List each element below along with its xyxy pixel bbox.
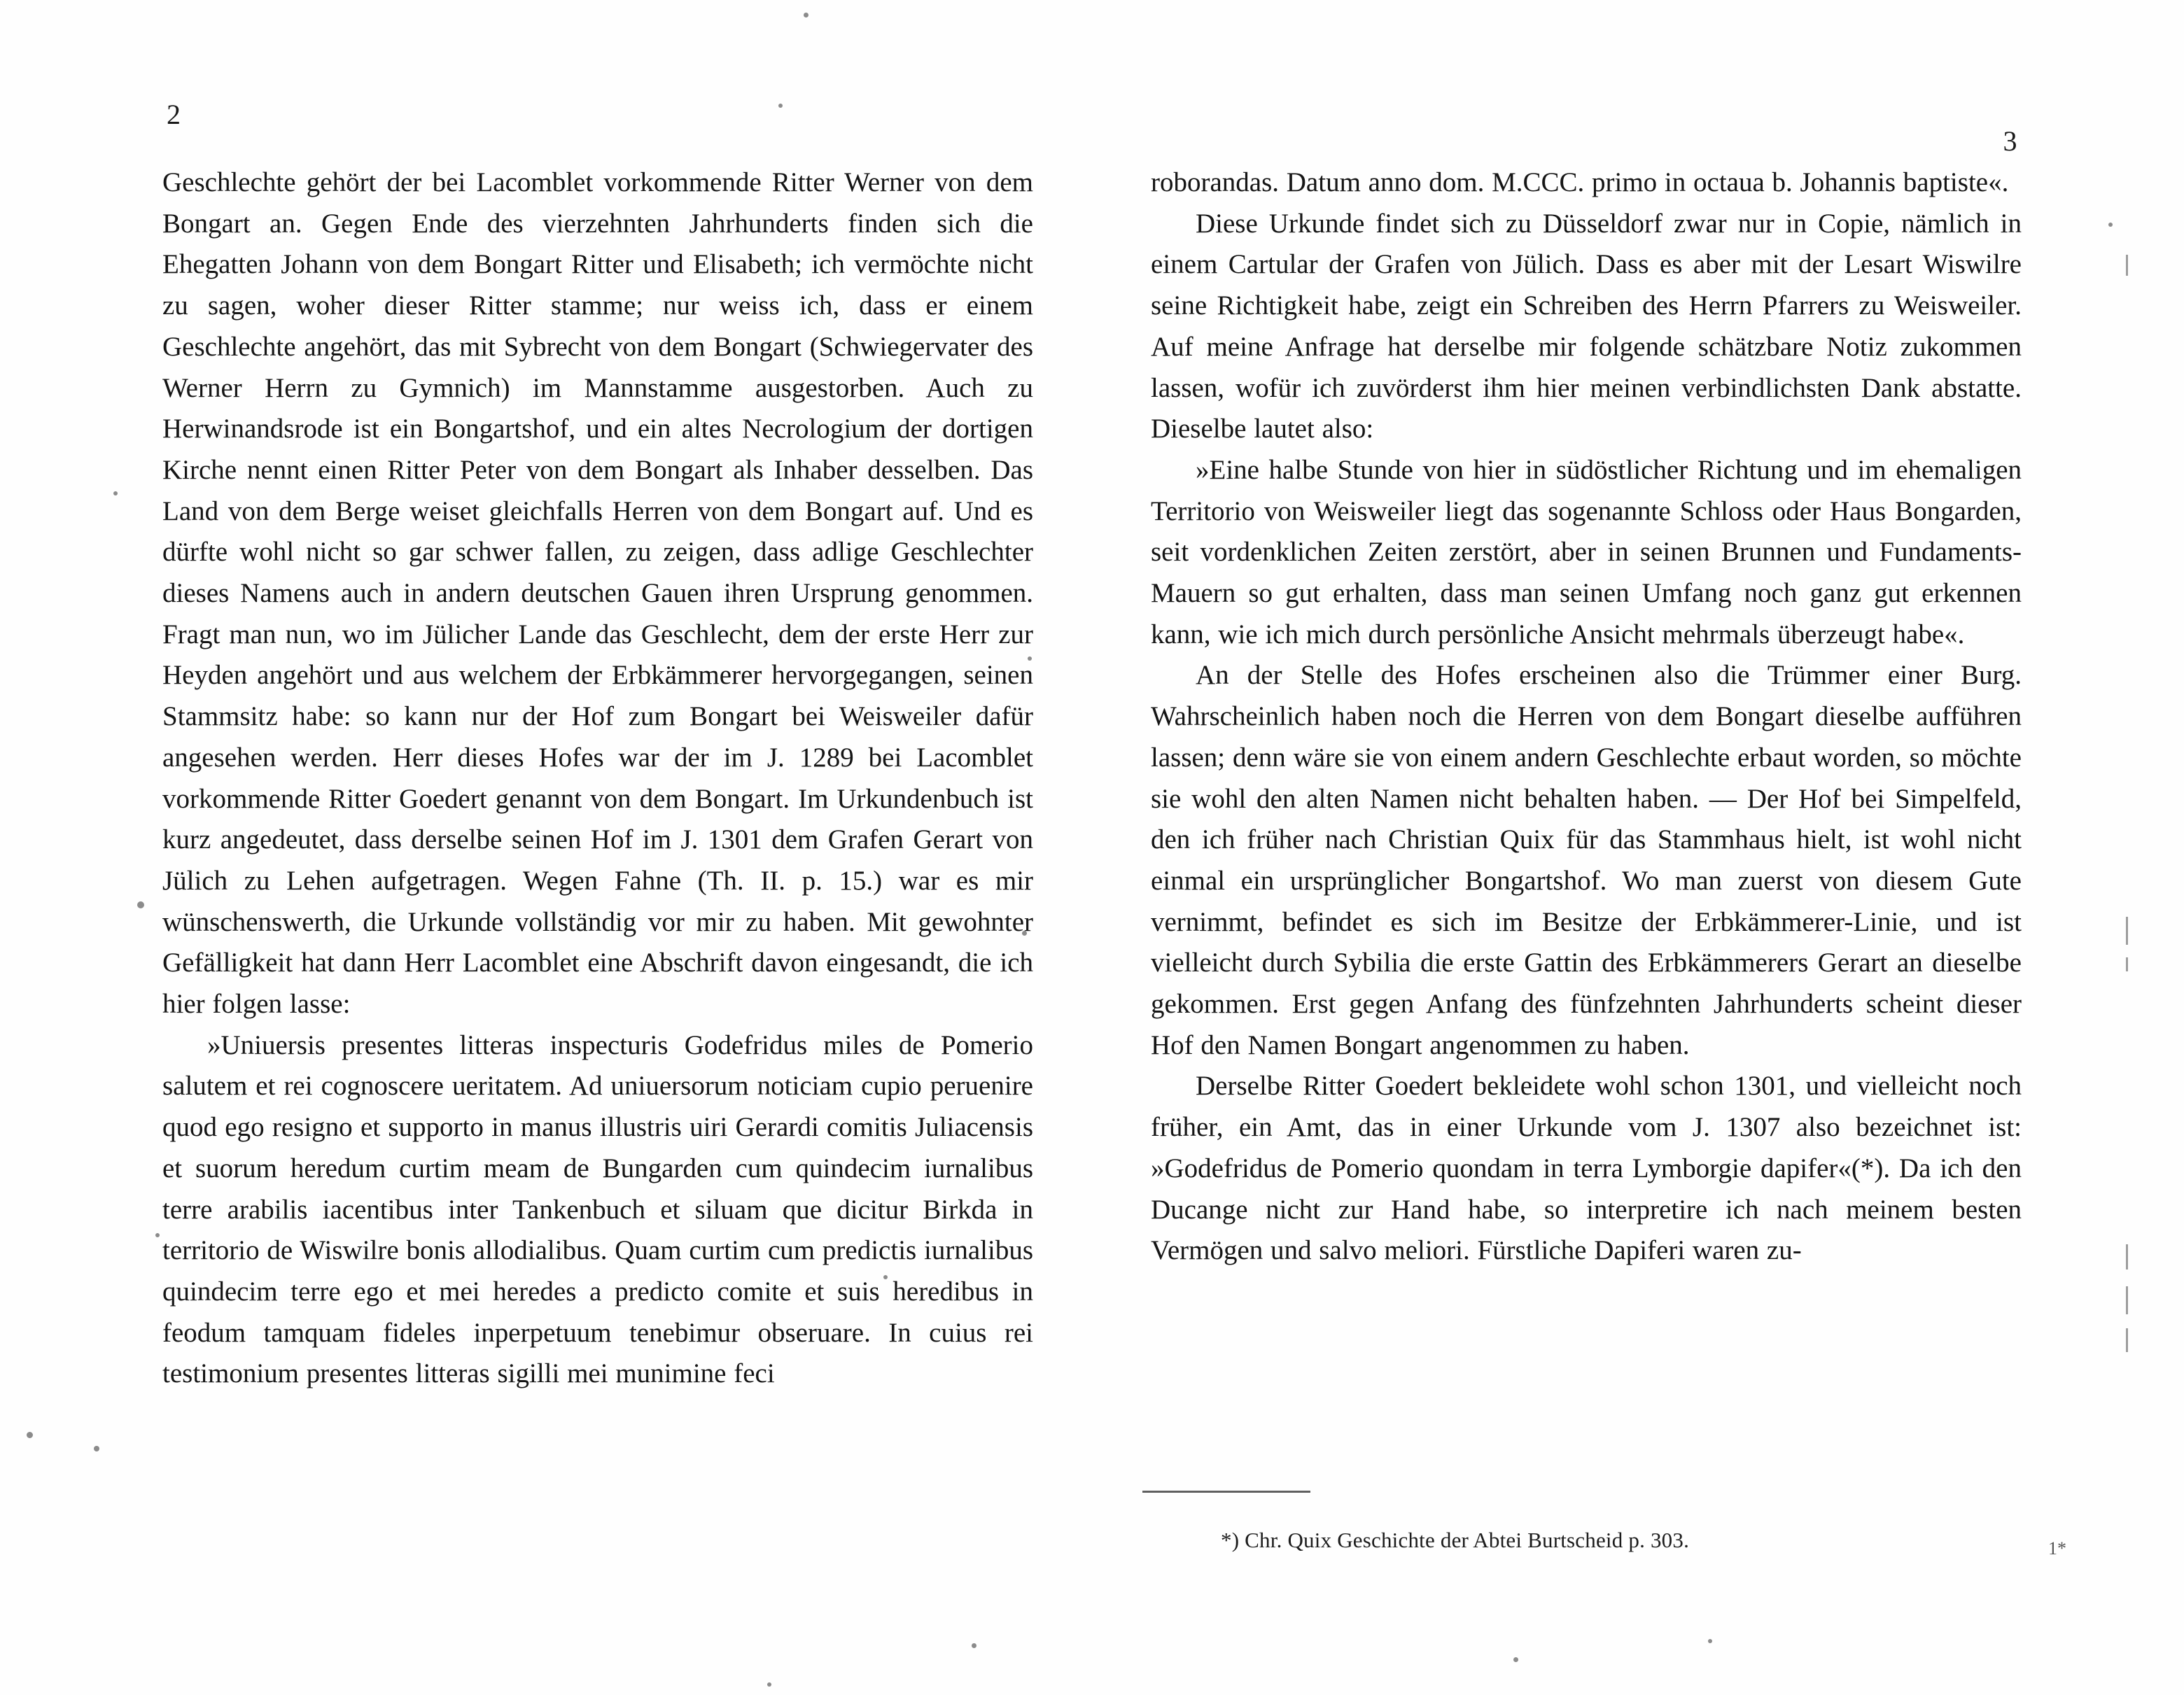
paragraph-latin-charter: »Uniuersis presentes litteras inspecturis Godefridus miles de Pomerio salutem et rei cognoscere ueritatem. Ad uniuersorum noticiam cupio peruenire quod ego resigno et supporto in manus illustris uiri Gerardi comitis Juliacensis et suorum heredum curtim meam de Bungarden cum quindecim iurnalibus terre arabilis iacentibus inter Tankenbuch et siluam que dicitur Birkda in territorio de Wiswilre bonis allodialibus. Quam curtim cum predictis iurnalibus quindecim terre ego et mei heredes a predicto comite et suis heredibus in feodum tamquam fideles inperpetuum tenebimur obseruare. In cuius rei testimonium presentes litteras sigilli mei munimine feci bbox=[162, 1029, 1033, 1389]
left-text-column bbox=[162, 162, 1033, 1395]
signature-mark: 1* bbox=[2048, 1538, 2066, 1559]
text-body bbox=[0, 162, 2184, 1395]
scan-speckle bbox=[27, 1432, 33, 1438]
paragraph-eine-halbe-stunde: »Eine halbe Stunde von hier in südöstlicher Richtung und im ehemaligen Territorio von Weisweiler liegt das sogenannte Schloss oder Haus Bongarden, seit vordenklichen Zeiten zerstört, aber in seinen Brunnen und Fundaments-Mauern so gut erhalten, dass man seinen Umfang noch ganz gut erkennen kann, wie ich mich durch persönliche Ansicht mehrmals überzeugt habe«. bbox=[1151, 454, 2022, 649]
scan-speckle bbox=[767, 1682, 771, 1687]
footnote-separator-rule bbox=[1142, 1491, 1310, 1493]
paragraph-latin-continued: roborandas. Datum anno dom. M.CCC. primo in octaua b. Johannis baptiste«. bbox=[1151, 167, 2009, 197]
paragraph-an-der-stelle: An der Stelle des Hofes erscheinen also die Trümmer einer Burg. Wahrscheinlich haben noch die Herren von dem Bongart dieselbe aufführen lassen; denn wäre sie von einem andern Geschlechte erbaut worden, so möchte sie wohl den alten Namen nicht behalten haben. — Der Hof bei Simpelfeld, den ich früher nach Christian Quix für das Stammhaus hielt, ist wohl nicht einmal ein ursprünglicher Bongartshof. Wo man zuerst von diesem Gute vernimmt, befindet es sich im Besitze der Erbkämmerer-Linie, und ist vielleicht durch Sybilia die erste Gattin des Erbkämmerers Gerart an dieselbe gekommen. Erst gegen Anfang des fünfzehnten Jahrhunderts scheint dieser Hof den Namen Bongart angenommen zu haben. bbox=[1151, 660, 2022, 1060]
right-text-column bbox=[1151, 162, 2022, 1395]
scan-speckle bbox=[94, 1446, 99, 1451]
scan-speckle bbox=[1513, 1657, 1518, 1662]
scan-speckle bbox=[1708, 1639, 1712, 1643]
paragraph-diese-urkunde: Diese Urkunde findet sich zu Düsseldorf zwar nur in Copie, nämlich in einem Cartular der Grafen von Jülich. Dass es aber mit der Lesart Wiswilre seine Richtigkeit habe, zeigt ein Schreiben des Herrn Pfarrers zu Weisweiler. Auf meine Anfrage hat derselbe mir folgende schätzbare Notiz zukommen lassen, wofür ich zuvörderst ihm hier meinen verbindlichsten Dank abstatte. Dieselbe lautet also: bbox=[1151, 208, 2022, 444]
page-number-left: 2 bbox=[167, 99, 181, 130]
footnote-text: *) Chr. Quix Geschichte der Abtei Burtscheid p. 303. bbox=[1221, 1528, 1690, 1552]
paragraph-geschlechte: Geschlechte gehört der bei Lacomblet vorkommende Ritter Werner von dem Bongart an. Gegen Ende des vierzehnten Jahrhunderts finden sich die Ehegatten Johann von dem Bongart Ritter und Elisabeth; ich vermöchte nicht zu sagen, woher dieser Ritter stamme; nur weiss ich, dass er einem Geschlechte angehört, das mit Sybrecht von dem Bongart (Schwiegervater des Werner Herrn zu Gymnich) im Mannstamme ausgestorben. Auch zu Herwinandsrode ist ein Bongartshof, und ein altes Necrologium der dortigen Kirche nennt einen Ritter Peter von dem Bongart als Inhaber desselben. Das Land von dem Berge weiset gleichfalls Herren von dem Bongart auf. Und es dürfte wohl nicht so gar schwer fallen, zu zeigen, dass adlige Geschlechter dieses Namens auch in andern deutschen Gauen ihren Ursprung genommen. Fragt man nun, wo im Jülicher Lande das Geschlecht, dem der erste Herr zur Heyden angehört und aus welchem der Erbkämmerer hervorgegangen, seinen Stammsitz habe: so kann nur der Hof zum Bongart bei Weisweiler dafür angesehen werden. Herr dieses Hofes war der im J. 1289 bei Lacomblet vorkommende Ritter Goedert genannt von dem Bongart. Im Urkundenbuch ist kurz angedeutet, dass derselbe seinen Hof im J. 1301 dem Grafen Gerart von Jülich zu Lehen aufgetragen. Wegen Fahne (Th. II. p. 15.) war es mir wünschenswerth, die Urkunde vollständig vor mir zu haben. Mit gewohnter Gefälligkeit hat dann Herr Lacomblet eine Abschrift davon eingesandt, die ich hier folgen lasse: bbox=[162, 167, 1033, 1020]
scan-speckle bbox=[804, 13, 808, 17]
scan-speckle bbox=[778, 104, 783, 108]
footnote-block bbox=[1142, 1491, 2022, 1556]
scan-speckle bbox=[972, 1643, 976, 1648]
paragraph-derselbe-ritter: Derselbe Ritter Goedert bekleidete wohl schon 1301, und vielleicht noch früher, ein Amt, das in einer Urkunde vom J. 1307 also bezeichnet ist: »Godefridus de Pomerio quondam in terra Lymborgie dapifer«(*). Da ich den Ducange nicht zur Hand habe, so interpretire ich nach meinem besten Vermögen und salvo meliori. Fürstliche Dapiferi waren zu- bbox=[1151, 1071, 2022, 1266]
page-number-right: 3 bbox=[2003, 125, 2017, 157]
